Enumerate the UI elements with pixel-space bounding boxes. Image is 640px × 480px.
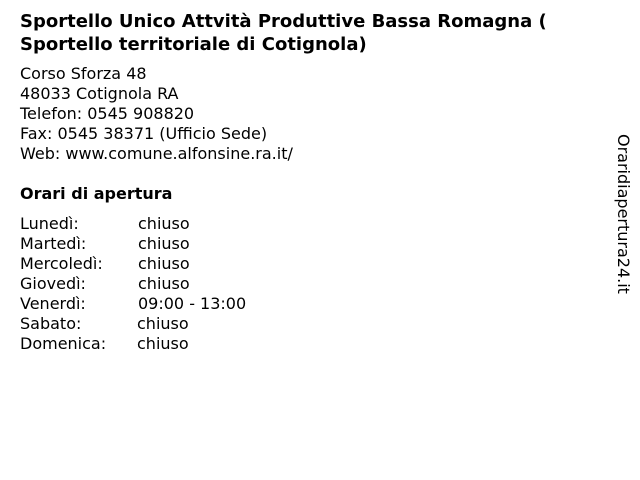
page-title: Sportello Unico Attvità Produttive Bassa Romagna ( Sportello territoriale di Cotignola) xyxy=(20,11,547,55)
day-label: Sabato: xyxy=(20,314,82,333)
hours-value: chiuso xyxy=(138,214,190,233)
day-label: Giovedì: xyxy=(20,274,86,293)
address-block xyxy=(20,64,293,164)
city-address: 48033 Cotignola RA xyxy=(20,84,179,103)
fax-number: Fax: 0545 38371 (Ufficio Sede) xyxy=(20,124,268,143)
hours-value: 09:00 - 13:00 xyxy=(138,294,247,313)
site-watermark: Oraridiapertura24.it xyxy=(614,134,633,294)
phone-number: Telefon: 0545 908820 xyxy=(20,104,195,123)
hours-value: chiuso xyxy=(138,234,190,253)
day-label: Venerdì: xyxy=(20,294,86,313)
opening-hours-heading: Orari di apertura xyxy=(20,184,173,203)
hours-value: chiuso xyxy=(137,314,189,333)
hours-value: chiuso xyxy=(138,274,190,293)
day-label: Martedì: xyxy=(20,234,87,253)
day-label: Lunedì: xyxy=(20,214,79,233)
day-label: Domenica: xyxy=(20,334,107,353)
street-address: Corso Sforza 48 xyxy=(20,64,147,83)
day-label: Mercoledì: xyxy=(20,254,103,273)
website-link: Web: www.comune.alfonsine.ra.it/ xyxy=(20,144,293,163)
hours-value: chiuso xyxy=(138,254,190,273)
hours-value: chiuso xyxy=(137,334,189,353)
